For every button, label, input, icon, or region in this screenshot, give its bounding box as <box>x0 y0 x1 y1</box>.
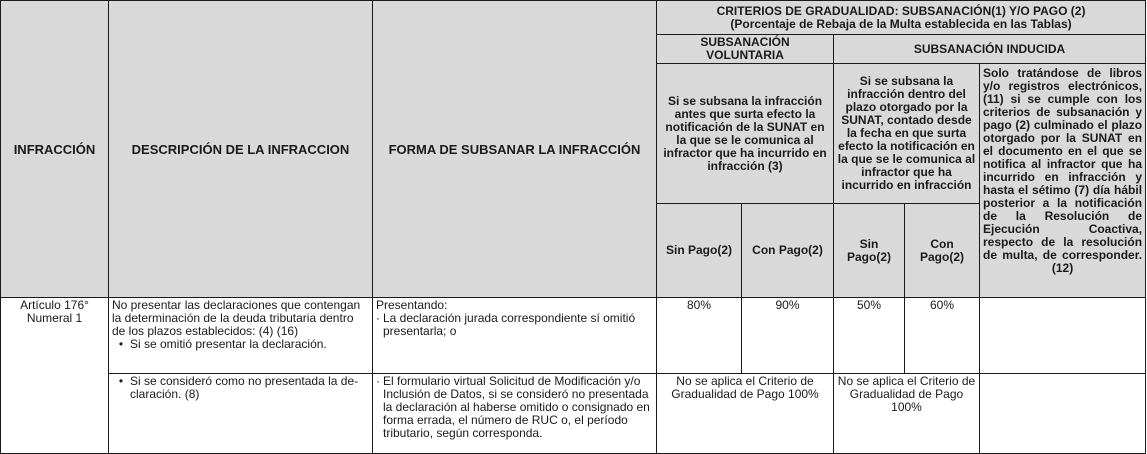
header-infraccion: INFRACCIÓN <box>1 1 109 298</box>
cell-vol-sin-pago: 80% <box>657 298 742 374</box>
header-voluntaria: SUBSANACIÓN VOLUNTARIA <box>657 35 834 64</box>
header-voluntaria-desc: Si se subsana la infracción antes que surta efecto la notificación de la SUNAT en la que se le comunica al infractor que ha incurrido en infracción (3) <box>657 64 834 204</box>
list-item <box>376 375 653 440</box>
forma-item: La declaración jurada correspondiente sí omitió presentarla; o <box>383 311 636 338</box>
cell-ind-sin-pago: 50% <box>834 298 905 374</box>
forma-item: El formulario virtual Solicitud de Modificación y/o Inclusión de Datos, si se consideró no presentada la declaración al haberse omitido o consignado en forma errada, el número de RUC o, el período tributario, según corresponda. <box>383 374 650 440</box>
header-vol-con-pago: Con Pago(2) <box>742 204 834 298</box>
descripcion-bullet: Si se omitió presentar la declaración. <box>130 337 327 351</box>
list-item <box>112 338 369 351</box>
header-forma: FORMA DE SUBSANAR LA INFRACCIÓN <box>373 1 657 298</box>
cell-voluntaria: No se aplica el Criterio de Gradualidad de Pago 100% <box>657 374 834 454</box>
bullet-icon: · <box>376 374 380 388</box>
header-criterios <box>657 1 1146 35</box>
bullet-icon: • <box>118 337 124 351</box>
cell-inducida: No se aplica el Criterio de Gradualidad de Pago 100% <box>834 374 980 454</box>
cell-ind-con-pago: 60% <box>905 298 980 374</box>
header-vol-sin-pago: Sin Pago(2) <box>657 204 742 298</box>
list-item <box>112 375 369 401</box>
cell-infraccion: Artículo 176° Numeral 1 <box>1 298 109 454</box>
cell-forma <box>373 298 657 374</box>
forma-intro: Presentando: <box>376 298 448 312</box>
header-ind-con-pago: Con Pago(2) <box>905 204 980 298</box>
bullet-icon: · <box>376 311 380 325</box>
header-criterios-title: CRITERIOS DE GRADUALIDAD: SUBSANACIÓN(1) Y/O PAGO (2) <box>716 3 1086 18</box>
descripcion-intro: No presentar las declaraciones que contengan la determinación de la deuda tributaria dentro de los plazos establecidos: (4) (16) <box>112 298 361 338</box>
cell-descripcion <box>109 298 373 374</box>
header-descripcion: DESCRIPCIÓN DE LA INFRACCION <box>109 1 373 298</box>
header-inducida: SUBSANACIÓN INDUCIDA <box>834 35 1146 64</box>
bullet-icon: • <box>118 374 124 388</box>
cell-libros <box>980 298 1146 374</box>
header-inducida-desc: Si se subsana la infracción dentro del plazo otorgado por la SUNAT, contado desde la fecha en que surta efecto la notificación en la que se le comunica al infractor que ha incurrido en infracción <box>834 64 980 204</box>
descripcion-bullet: Si se consideró como no presentada la de- claración. (8) <box>130 374 359 401</box>
table-row <box>1 298 1146 374</box>
header-ind-sin-pago: Sin Pago(2) <box>834 204 905 298</box>
list-item <box>376 312 653 338</box>
header-libros-desc: Solo tratándose de libros y/o registros electrónicos, (11) si se cumple con los criterios de subsanación y pago (2) culminado el plazo otorgado por la SUNAT en el documento en el que se notifica al infractor que ha incurrido en infracción y hasta el sétimo (7) día hábil posterior a la notificación de la Resolución de Ejecución Coactiva, respecto de la resolución de multa, de corresponder. (12) <box>980 64 1146 298</box>
header-criterios-subtitle: (Porcentaje de Rebaja de la Multa establecida en las Tablas) <box>730 16 1072 31</box>
cell-vol-con-pago: 90% <box>742 298 834 374</box>
